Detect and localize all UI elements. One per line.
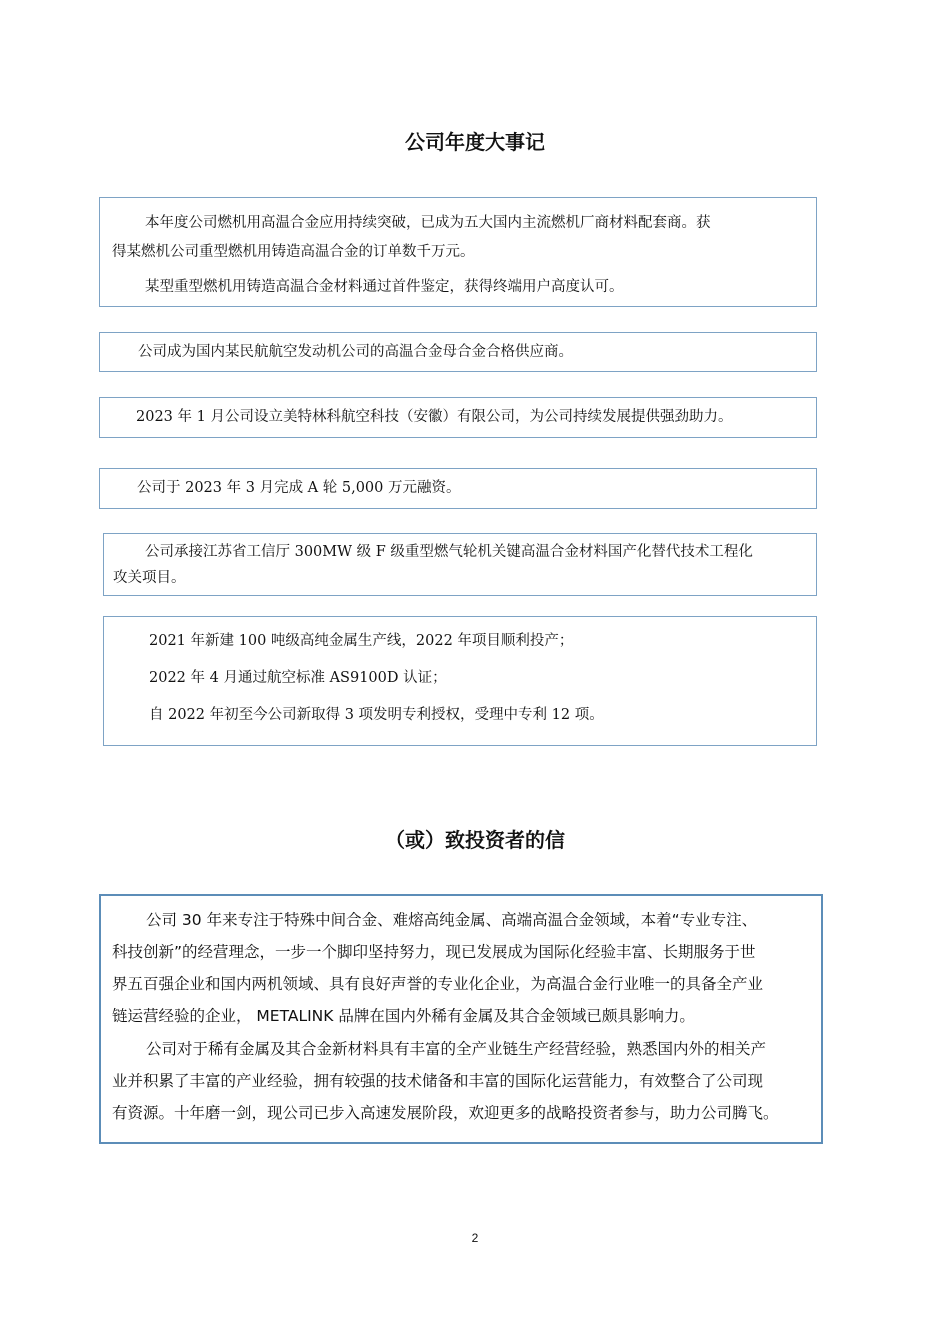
event-2-line-1: 公司成为国内某民航航空发动机公司的高温合金母合金合格供应商。 — [138, 344, 573, 360]
event-6-line-2: 2022 年 4 月通过航空标准 AS9100D 认证； — [149, 670, 447, 686]
event-6-line-1: 2021 年新建 100 吨级高纯金属生产线，2022 年项目顺利投产； — [149, 633, 574, 649]
event-1-line-1: 本年度公司燃机用高温合金应用持续突破，已成为五大国内主流燃机厂商材料配套商。获 — [145, 215, 711, 231]
section-title-investor-letter: （或）致投资者的信 — [385, 828, 565, 852]
page-number: 2 — [471, 1231, 479, 1245]
event-5-line-2: 攻关项目。 — [113, 570, 186, 586]
event-6-line-3: 自 2022 年初至今公司新取得 3 项发明专利授权，受理中专利 12 项。 — [149, 707, 604, 723]
event-1-line-3: 某型重型燃机用铸造高温合金材料通过首件鉴定，获得终端用户高度认可。 — [145, 279, 624, 295]
letter-line-5: 公司对于稀有金属及其合金新材料具有丰富的全产业链生产经营经验，熟悉国内外的相关产 — [146, 1040, 767, 1058]
event-1-line-2: 得某燃机公司重型燃机用铸造高温合金的订单数千万元。 — [112, 244, 475, 260]
event-5-line-1: 公司承接江苏省工信厅 300MW 级 F 级重型燃气轮机关键高温合金材料国产化替代技术工程化 — [145, 544, 753, 560]
section-title-events: 公司年度大事记 — [405, 130, 545, 154]
event-3-line-1: 2023 年 1 月公司设立美特林科航空科技（安徽）有限公司，为公司持续发展提供强劲助力。 — [136, 409, 733, 425]
letter-line-7: 有资源。十年磨一剑，现公司已步入高速发展阶段，欢迎更多的战略投资者参与，助力公司腾飞。 — [112, 1104, 779, 1122]
letter-line-1: 公司 30 年来专注于特殊中间合金、难熔高纯金属、高端高温合金领域，本着“专业专注、 — [146, 911, 758, 929]
event-4-line-1: 公司于 2023 年 3 月完成 A 轮 5,000 万元融资。 — [137, 480, 461, 496]
letter-line-6: 业并积累了丰富的产业经验，拥有较强的技术储备和丰富的国际化运营能力，有效整合了公司现 — [112, 1072, 764, 1090]
letter-line-2: 科技创新”的经营理念，一步一个脚印坚持努力，现已发展成为国际化经验丰富、长期服务于世 — [112, 943, 756, 961]
letter-line-3: 界五百强企业和国内两机领域、具有良好声誉的专业化企业，为高温合金行业唯一的具备全产业 — [112, 975, 764, 993]
letter-line-4: 链运营经验的企业， METALINK 品牌在国内外稀有金属及其合金领域已颇具影响力。 — [112, 1007, 695, 1025]
